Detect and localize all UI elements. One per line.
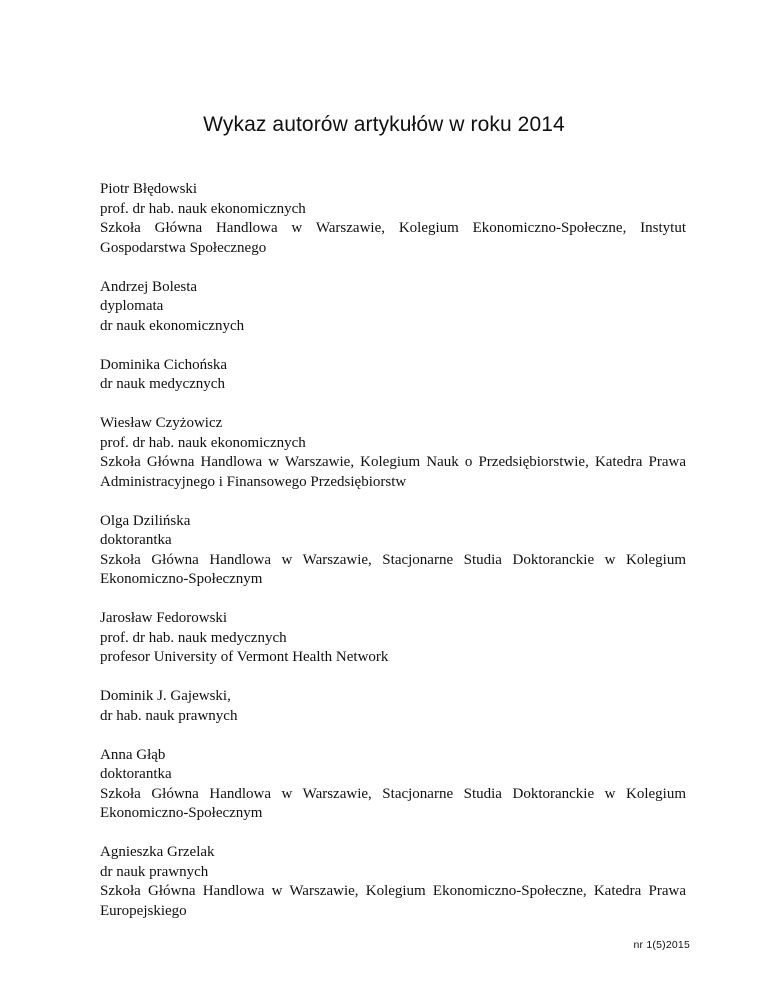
author-name: Piotr Błędowski — [100, 181, 198, 197]
author-affiliation: dr nauk ekonomicznych — [100, 317, 245, 334]
author-name: Anna Głąb — [100, 746, 166, 763]
author-affiliation: Szkoła Główna Handlowa w Warszawie, Kolegium Nauk o Przedsiębiorstwie, Katedra Prawa Administracyjnego i Finansowego Przedsiębiorstw — [100, 454, 686, 490]
author-degree: dr hab. nauk prawnych — [100, 707, 238, 724]
author-degree: prof. dr hab. nauk ekonomicznych — [100, 200, 306, 217]
author-entry — [100, 414, 686, 492]
author-degree: dr nauk medycznych — [100, 376, 225, 392]
author-entry — [100, 609, 686, 668]
author-entry — [100, 687, 686, 726]
author-entry — [100, 356, 686, 395]
author-degree: doktorantka — [100, 766, 172, 782]
author-degree: prof. dr hab. nauk medycznych — [100, 629, 287, 646]
author-name: Wiesław Czyżowicz — [100, 415, 223, 431]
author-affiliation: profesor University of Vermont Health Network — [100, 649, 389, 665]
author-degree: dr nauk prawnych — [100, 863, 209, 880]
page-footer-issue: nr 1(5)2015 — [633, 939, 690, 951]
author-degree: prof. dr hab. nauk ekonomicznych — [100, 434, 306, 451]
author-entry — [100, 512, 686, 590]
author-affiliation: Szkoła Główna Handlowa w Warszawie, Kolegium Ekonomiczno-Społeczne, Katedra Prawa Europejskiego — [100, 883, 686, 919]
author-entry — [100, 278, 686, 337]
author-entry — [100, 843, 686, 921]
author-name: Olga Dzilińska — [100, 512, 191, 529]
author-degree: doktorantka — [100, 532, 172, 548]
author-name: Jarosław Fedorowski — [100, 610, 228, 626]
page-title: Wykaz autorów artykułów w roku 2014 — [203, 113, 565, 136]
author-affiliation: Szkoła Główna Handlowa w Warszawie, Kolegium Ekonomiczno-Społeczne, Instytut Gospodarstwa Społecznego — [100, 220, 686, 256]
author-list — [100, 180, 686, 941]
author-degree: dyplomata — [100, 298, 164, 314]
author-entry — [100, 746, 686, 824]
author-name: Agnieszka Grzelak — [100, 844, 215, 860]
author-name: Dominika Cichońska — [100, 356, 228, 373]
author-affiliation: Szkoła Główna Handlowa w Warszawie, Stacjonarne Studia Doktoranckie w Kolegium Ekonomiczno-Społecznym — [100, 785, 686, 821]
author-affiliation: Szkoła Główna Handlowa w Warszawie, Stacjonarne Studia Doktoranckie w Kolegium Ekonomiczno-Społecznym — [100, 551, 686, 587]
author-entry — [100, 180, 686, 258]
author-name: Andrzej Bolesta — [100, 278, 198, 295]
author-name: Dominik J. Gajewski, — [100, 688, 231, 704]
